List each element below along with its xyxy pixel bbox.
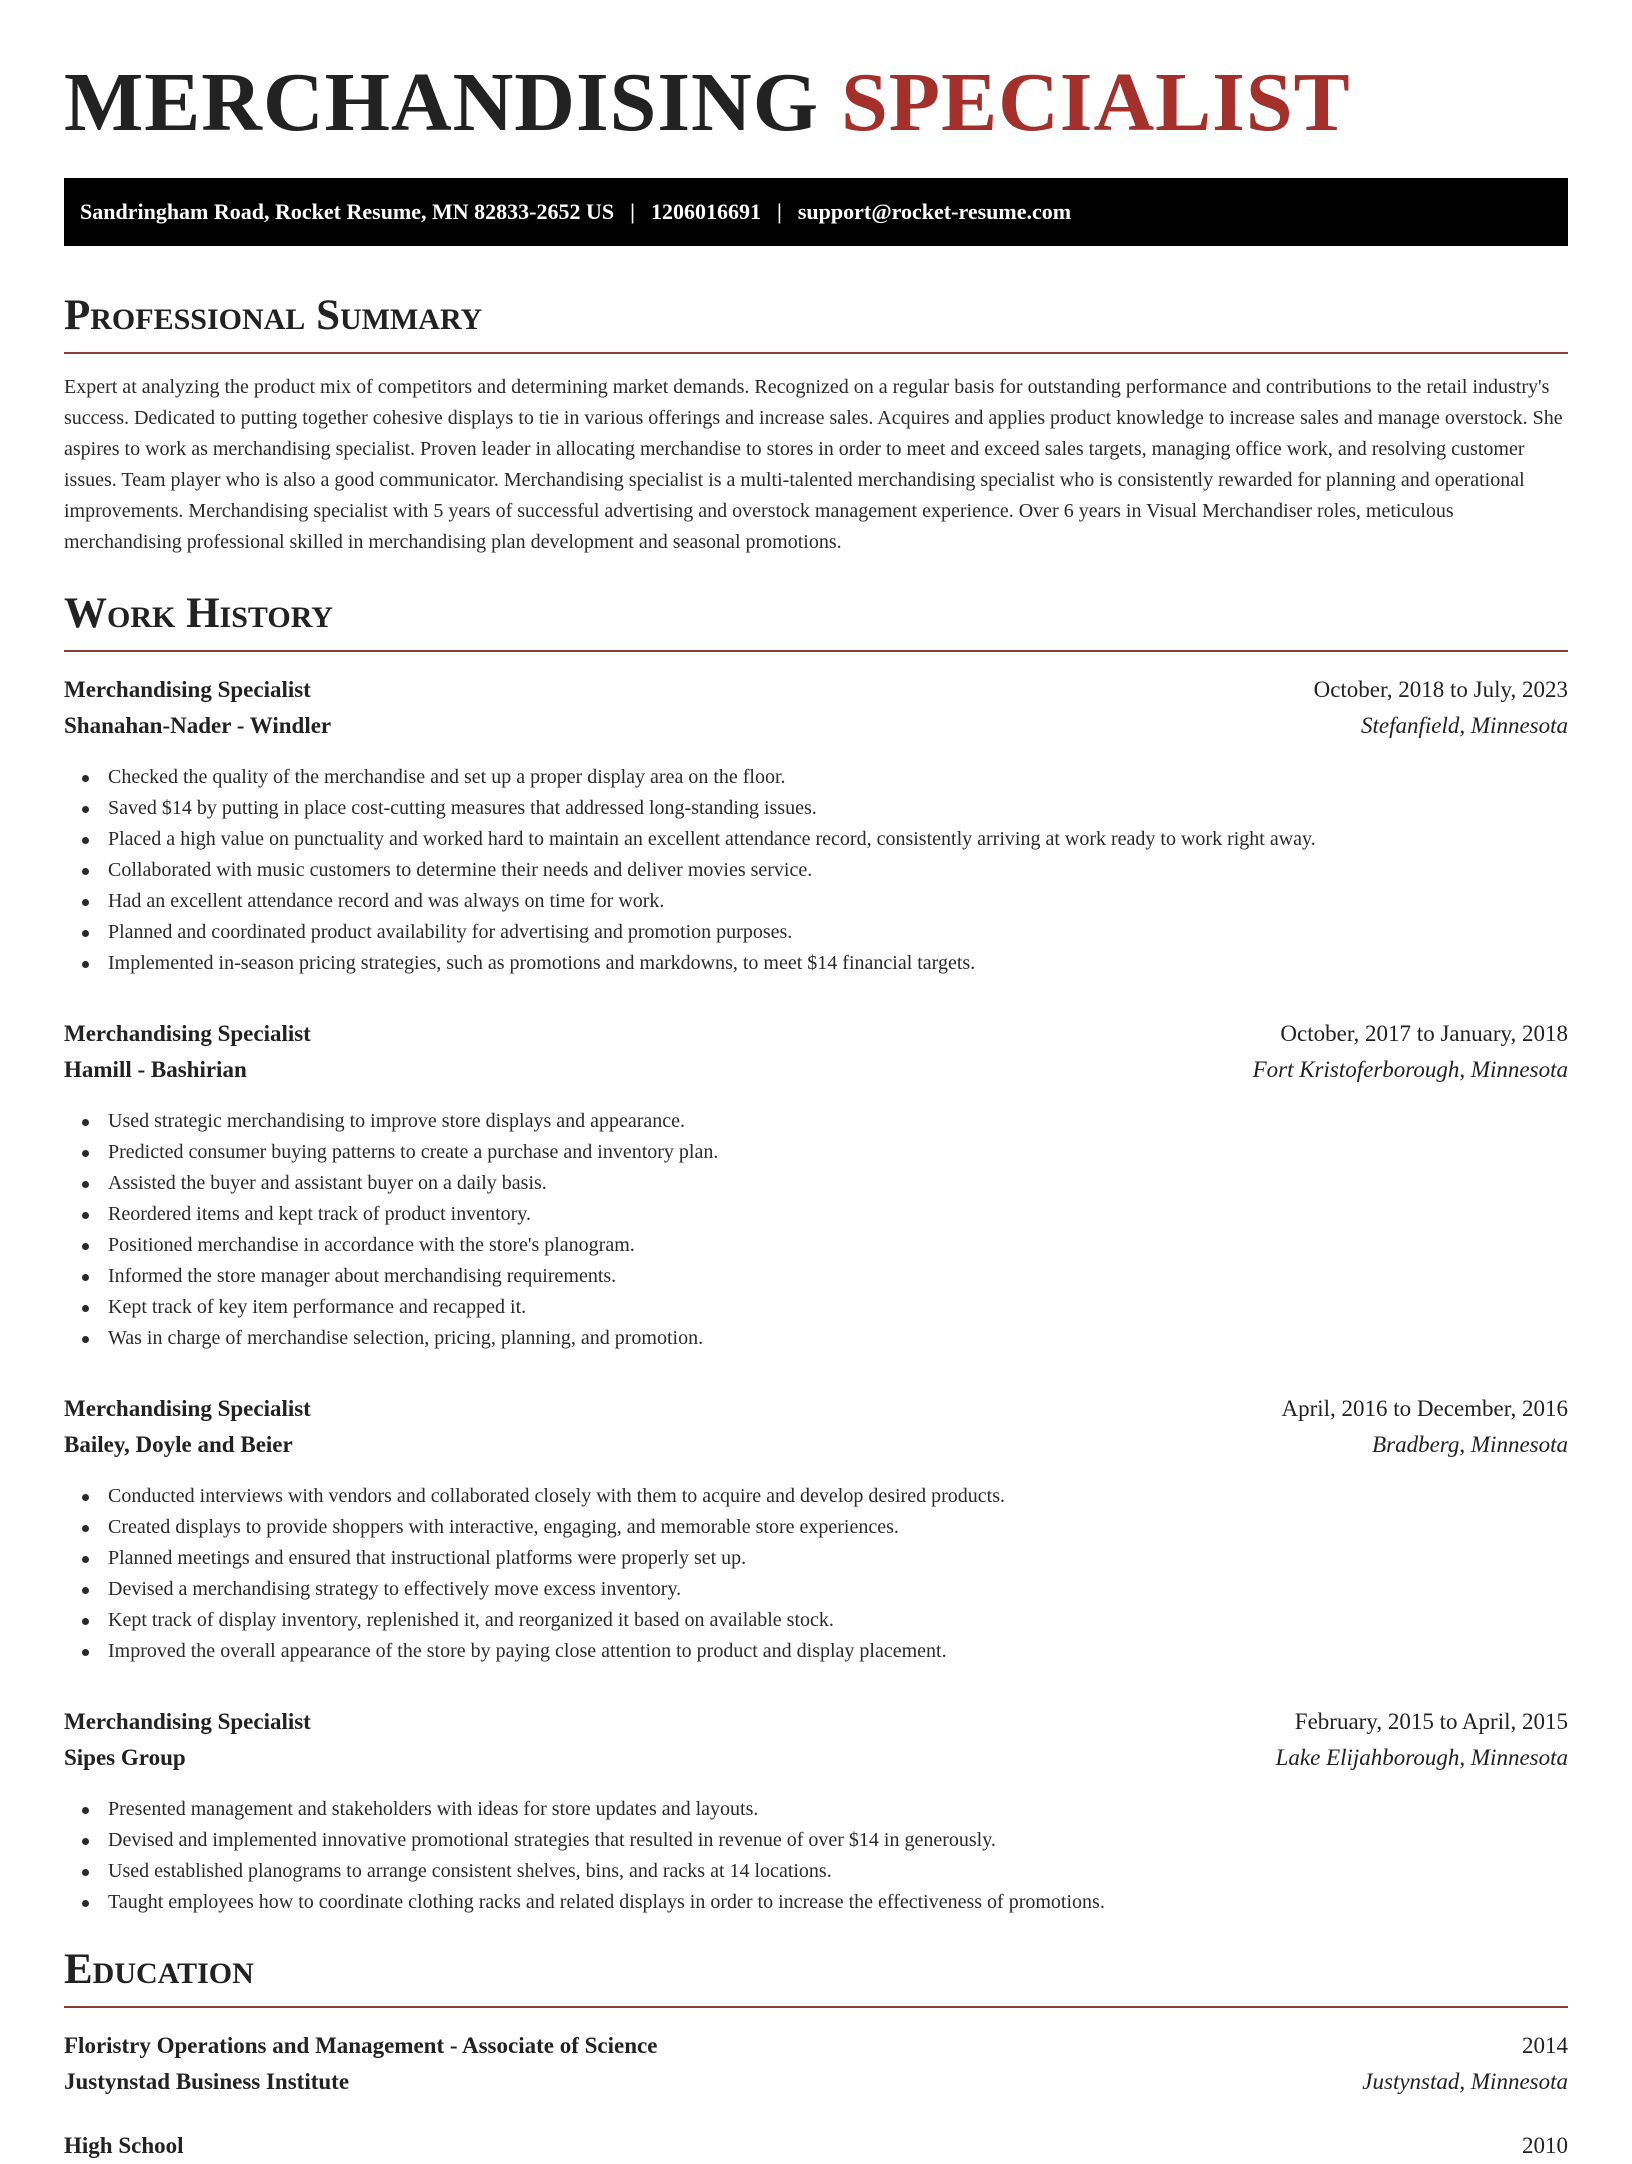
job-entry: [64, 1704, 1568, 1918]
summary-text: Expert at analyzing the product mix of competitors and determining market demands. Recognized on a regular basis for outstanding performance and contributions to the retail industry's success. Dedicated to putting together cohesive displays to tie in various offerings and increase sales. Acquires and applies product knowledge to increase sales and manage overstock. She aspires to work as merchandising specialist. Proven leader in allocating merchandise to stores in order to meet and exceed sales targets, managing office work, and resolving customer issues. Team player who is also a good communicator. Merchandising specialist is a multi-talented merchandising specialist who is consistently rewarded for planning and operational improvements. Merchandising specialist with 5 years of successful advertising and overstock management experience. Over 6 years in Visual Merchandiser roles, meticulous merchandising professional skilled in merchandising plan development and seasonal promotions.: [64, 376, 1563, 553]
job-company: Sipes Group: [64, 1745, 186, 1770]
job-dates: October, 2018 to July, 2023: [1313, 677, 1568, 702]
bullet-item: Checked the quality of the merchandise and set up a proper display area on the floor.: [64, 762, 1568, 793]
bullet-item: Assisted the buyer and assistant buyer on a daily basis.: [64, 1168, 1568, 1199]
job-header-row: [64, 1704, 1568, 1740]
job-role: Merchandising Specialist: [64, 677, 311, 702]
job-header-row: [64, 672, 1568, 708]
bullet-item: Devised and implemented innovative promotional strategies that resulted in revenue of over $14 in generously.: [64, 1825, 1568, 1856]
bullet-item: Predicted consumer buying patterns to create a purchase and inventory plan.: [64, 1137, 1568, 1168]
job-location: Stefanfield, Minnesota: [1361, 713, 1568, 738]
resume-name: [64, 48, 1568, 158]
bullet-item: Reordered items and kept track of product inventory.: [64, 1199, 1568, 1230]
name-first: MERCHANDISING: [64, 56, 820, 149]
bullet-item: Improved the overall appearance of the store by paying close attention to product and display placement.: [64, 1636, 1568, 1667]
job-dates: April, 2016 to December, 2016: [1281, 1396, 1568, 1421]
contact-phone: 1206016691: [650, 199, 761, 224]
job-role: Merchandising Specialist: [64, 1021, 311, 1046]
bullet-item: Used established planograms to arrange consistent shelves, bins, and racks at 14 locations.: [64, 1856, 1568, 1887]
section-title-work: Work History: [64, 590, 333, 637]
job-company-row: [64, 1427, 1568, 1463]
job-role: Merchandising Specialist: [64, 1709, 311, 1734]
education-degree-row: [64, 2028, 1568, 2064]
contact-bar: [64, 178, 1568, 246]
education-degree: High School: [64, 2133, 184, 2158]
bullet-item: Collaborated with music customers to determine their needs and deliver movies service.: [64, 855, 1568, 886]
bullet-item: Saved $14 by putting in place cost-cutting measures that addressed long-standing issues.: [64, 793, 1568, 824]
job-dates: February, 2015 to April, 2015: [1294, 1709, 1568, 1734]
contact-separator: |: [776, 199, 782, 224]
section-divider: [64, 650, 1568, 652]
bullet-item: Conducted interviews with vendors and collaborated closely with them to acquire and develop desired products.: [64, 1481, 1568, 1512]
section-title-education: Education: [64, 1946, 254, 1993]
contact-email: support@rocket-resume.com: [797, 199, 1072, 224]
job-location: Fort Kristoferborough, Minnesota: [1252, 1057, 1568, 1082]
bullet-item: Presented management and stakeholders with ideas for store updates and layouts.: [64, 1794, 1568, 1825]
section-divider: [64, 352, 1568, 354]
education-entry: [64, 2128, 1568, 2164]
bullet-item: Used strategic merchandising to improve store displays and appearance.: [64, 1106, 1568, 1137]
job-company: Bailey, Doyle and Beier: [64, 1432, 293, 1457]
job-header-row: [64, 1016, 1568, 1052]
bullet-item: Devised a merchandising strategy to effectively move excess inventory.: [64, 1574, 1568, 1605]
section-title-summary: Professional Summary: [64, 292, 483, 339]
bullet-item: Planned and coordinated product availability for advertising and promotion purposes.: [64, 917, 1568, 948]
education-year: 2010: [1522, 2133, 1568, 2158]
bullet-item: Informed the store manager about merchandising requirements.: [64, 1261, 1568, 1292]
job-dates: October, 2017 to January, 2018: [1280, 1021, 1568, 1046]
job-company-row: [64, 1052, 1568, 1088]
bullet-item: Was in charge of merchandise selection, pricing, planning, and promotion.: [64, 1323, 1568, 1354]
contact-separator: |: [630, 199, 635, 224]
job-company-row: [64, 708, 1568, 744]
job-company-row: [64, 1740, 1568, 1776]
job-entry: [64, 1016, 1568, 1354]
job-role: Merchandising Specialist: [64, 1396, 311, 1421]
education-school: Justynstad Business Institute: [64, 2069, 350, 2094]
bullet-item: Had an excellent attendance record and was always on time for work.: [64, 886, 1568, 917]
job-company: Shanahan-Nader - Windler: [64, 713, 332, 738]
education-section: [64, 1944, 1568, 2164]
bullet-item: Positioned merchandise in accordance with the store's planogram.: [64, 1230, 1568, 1261]
work-history-section: [64, 588, 1568, 1918]
education-location: Justynstad, Minnesota: [1362, 2069, 1568, 2094]
bullet-item: Planned meetings and ensured that instructional platforms were properly set up.: [64, 1543, 1568, 1574]
job-header-row: [64, 1391, 1568, 1427]
name-second: SPECIALIST: [841, 56, 1351, 149]
job-bullets: [64, 1794, 1568, 1918]
bullet-item: Implemented in-season pricing strategies, such as promotions and markdowns, to meet $14 financial targets.: [64, 948, 1568, 979]
job-company: Hamill - Bashirian: [64, 1057, 247, 1082]
bullet-item: Placed a high value on punctuality and worked hard to maintain an excellent attendance record, consistently arriving at work ready to work right away.: [64, 824, 1568, 855]
bullet-item: Taught employees how to coordinate clothing racks and related displays in order to increase the effectiveness of promotions.: [64, 1887, 1568, 1918]
job-bullets: [64, 762, 1568, 979]
bullet-item: Kept track of display inventory, replenished it, and reorganized it based on available stock.: [64, 1605, 1568, 1636]
education-degree: Floristry Operations and Management - Associate of Science: [64, 2033, 658, 2058]
job-entry: [64, 672, 1568, 979]
job-location: Bradberg, Minnesota: [1372, 1432, 1568, 1457]
professional-summary-section: [64, 290, 1568, 558]
education-school-row: [64, 2064, 1568, 2100]
bullet-item: Kept track of key item performance and recapped it.: [64, 1292, 1568, 1323]
job-bullets: [64, 1106, 1568, 1354]
bullet-item: Created displays to provide shoppers with interactive, engaging, and memorable store experiences.: [64, 1512, 1568, 1543]
section-divider: [64, 2006, 1568, 2008]
resume-content: [64, 48, 1568, 2164]
job-entry: [64, 1391, 1568, 1667]
education-year: 2014: [1522, 2033, 1568, 2058]
contact-address: Sandringham Road, Rocket Resume, MN 82833-2652 US: [80, 199, 615, 224]
education-entry: [64, 2028, 1568, 2100]
job-bullets: [64, 1481, 1568, 1667]
education-degree-row: [64, 2128, 1568, 2164]
job-location: Lake Elijahborough, Minnesota: [1275, 1745, 1568, 1770]
